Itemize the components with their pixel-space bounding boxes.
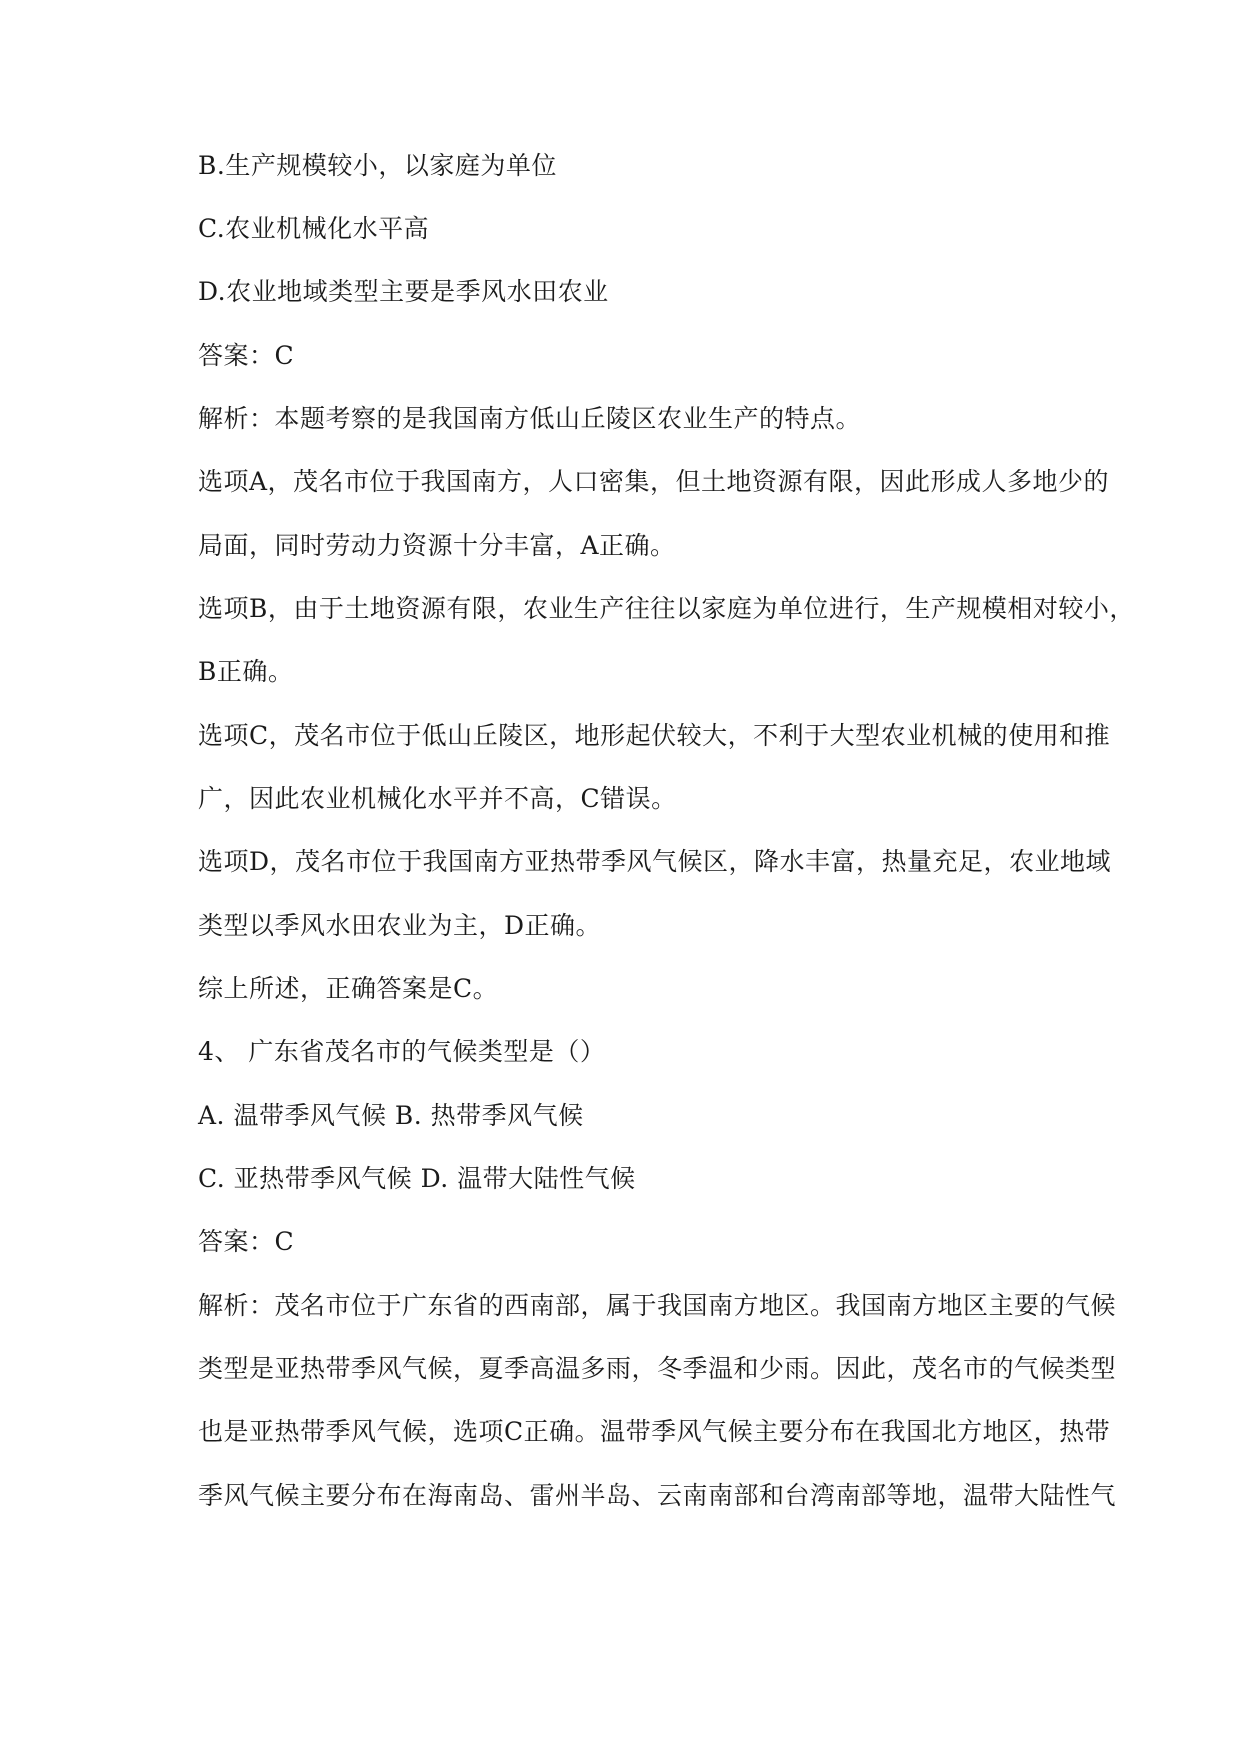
question-4-title: 4、 广东省茂名市的气候类型是（） (198, 1037, 606, 1066)
paragraph-line: 类型以季风水田农业为主，D正确。 (198, 911, 602, 940)
analysis-line: 解析：本题考察的是我国南方低山丘陵区农业生产的特点。 (198, 404, 862, 433)
paragraph-line: B正确。 (198, 657, 294, 686)
paragraph-line: 选项C，茂名市位于低山丘陵区，地形起伏较大，不利于大型农业机械的使用和推 (198, 721, 1111, 750)
summary-line: 综上所述，正确答案是C。 (198, 974, 499, 1003)
option-c-text: C.农业机械化水平高 (198, 214, 430, 243)
answer-line: 答案：C (198, 341, 295, 370)
paragraph-line: 选项A，茂名市位于我国南方，人口密集，但土地资源有限，因此形成人多地少的 (198, 467, 1110, 496)
option-d-text: D.农业地域类型主要是季风水田农业 (198, 277, 609, 306)
question-4-options-cd: C. 亚热带季风气候 D. 温带大陆性气候 (198, 1164, 636, 1193)
question-4-options-ab: A. 温带季风气候 B. 热带季风气候 (198, 1101, 584, 1130)
paragraph-line: 类型是亚热带季风气候，夏季高温多雨，冬季温和少雨。因此，茂名市的气候类型 (198, 1354, 1117, 1383)
paragraph-line: 广，因此农业机械化水平并不高，C错误。 (198, 784, 677, 813)
paragraph-line: 也是亚热带季风气候，选项C正确。温带季风气候主要分布在我国北方地区，热带 (198, 1417, 1111, 1446)
paragraph-line: 选项D，茂名市位于我国南方亚热带季风气候区，降水丰富，热量充足，农业地域 (198, 847, 1112, 876)
paragraph-line: 选项B，由于土地资源有限，农业生产往往以家庭为单位进行，生产规模相对较小， (198, 594, 1135, 623)
answer-line: 答案：C (198, 1227, 295, 1256)
analysis-line: 解析：茂名市位于广东省的西南部，属于我国南方地区。我国南方地区主要的气候 (198, 1291, 1117, 1320)
paragraph-line: 季风气候主要分布在海南岛、雷州半岛、云南南部和台湾南部等地，温带大陆性气 (198, 1481, 1117, 1510)
option-b-text: B.生产规模较小，以家庭为单位 (198, 151, 557, 180)
paragraph-line: 局面，同时劳动力资源十分丰富，A正确。 (198, 531, 676, 560)
